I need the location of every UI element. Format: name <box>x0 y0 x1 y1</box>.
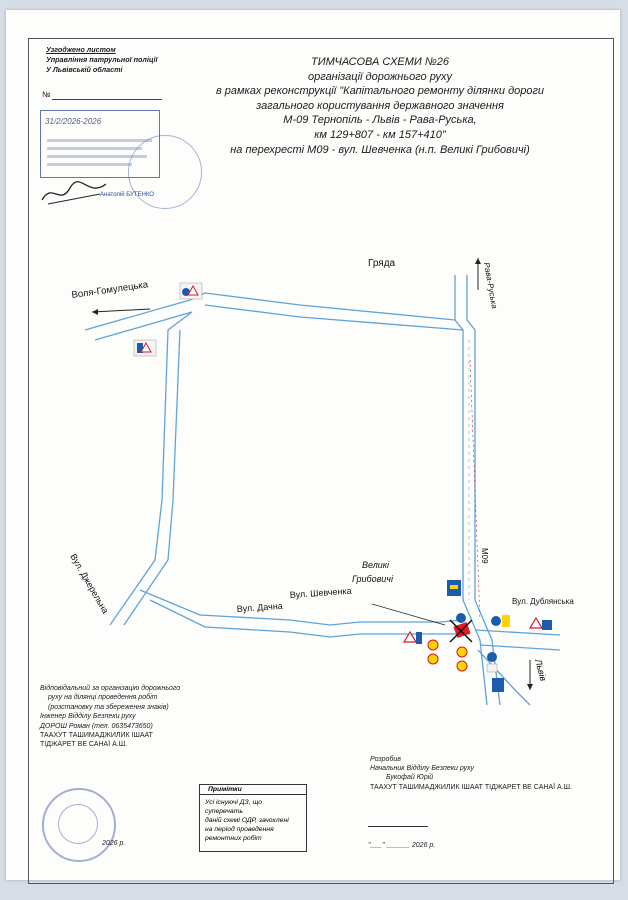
responsible-line: ТІДЖАРЕТ ВЕ САНАЇ А.Ш. <box>40 741 128 749</box>
responsible-line: (розстановку та збереження знаків) <box>48 703 169 711</box>
notes-header: Примітки <box>200 785 306 795</box>
sign-cluster-icon <box>447 580 461 596</box>
title-line: М-09 Тернопіль - Львів - Рава-Руська, <box>283 114 477 127</box>
developer-line: Начальник Відділу Безпеки руху <box>370 765 475 773</box>
developer-date: "___" ______ 2026 р. <box>368 842 436 849</box>
responsible-line: Відповідальний за організацію дорожнього <box>40 685 181 692</box>
sign-cluster-icon <box>134 340 156 356</box>
approval-number: № <box>42 90 51 99</box>
developer-block <box>370 755 572 792</box>
notes-line: даній схемі ОДР, зачохлені <box>205 817 289 824</box>
responsible-line: ТААХУТ ТАШИМАДЖИЛИК ІШААТ <box>40 732 153 740</box>
label-rava: Рава-Руська <box>482 261 499 310</box>
responsible-line: ДОРОШ Роман (тел. 0635473650) <box>40 722 153 730</box>
title-line: ТИМЧАСОВА СХЕМИ №26 <box>311 56 449 68</box>
developer-line: ТААХУТ ТАШИМАДЖИЛИК ІШААТ ТІДЖАРЕТ ВЕ САНАЇ А.Ш. <box>370 783 572 791</box>
title-line: км 129+807 - км 157+410" <box>314 128 446 141</box>
arrow-head-icon <box>92 309 98 315</box>
title-line: загального користування державного значення <box>256 99 504 112</box>
title-line: на перехресті М09 - вул. Шевченка (н.п. Великі Грибовичі) <box>230 143 530 156</box>
title-line: організації дорожнього руху <box>308 70 452 83</box>
approval-line: У Львівській області <box>46 65 123 74</box>
label-volia: Воля-Гомулецька <box>70 279 149 301</box>
volia-arrow <box>92 309 150 312</box>
arrow-head-icon <box>475 258 481 264</box>
sign-cluster-icon <box>457 647 467 671</box>
label-dublianska: Вул. Дублянська <box>512 597 574 606</box>
sign-cluster-icon <box>530 618 552 630</box>
road-outlines <box>85 275 560 705</box>
responsible-line: Інженер Відділу Безпеки руху <box>40 713 136 721</box>
label-dzherelna: Вул. Джерельна <box>68 552 111 616</box>
responsible-block <box>40 684 180 750</box>
label-lviv: Львів <box>533 657 549 683</box>
sign-cluster-icon <box>491 615 510 627</box>
title-line: в рамках реконструкції "Капітального ремонту ділянки дороги <box>215 85 545 98</box>
label-dachna: Вул. Дачна <box>236 600 284 614</box>
label-m09: М09 <box>480 548 489 564</box>
developer-line: Розробив <box>370 756 401 763</box>
label-gryada: Гряда <box>368 258 396 269</box>
notes-line: ремонтних робіт <box>205 835 262 842</box>
stamp-signer: Анатолій БУТЕНКО <box>100 192 154 198</box>
notes-box <box>199 784 307 852</box>
label-velyki: Грибовичі <box>352 574 393 584</box>
sign-cluster-icon <box>456 613 466 623</box>
approval-line: Узгоджено листом <box>46 45 116 54</box>
stamp-handwriting: 31/2/2026-2026 <box>45 117 102 126</box>
sign-cluster-icon <box>428 640 438 664</box>
notes-line: Усі існуючі ДЗ, що суперечать <box>205 799 263 815</box>
responsible-line: руху на ділянці проведення робіт <box>48 694 158 702</box>
sign-cluster-icon <box>180 283 202 299</box>
notes-line: на період проведення <box>205 826 274 833</box>
label-shevchenka: Вул. Шевченка <box>289 585 352 600</box>
label-velyki: Великі <box>362 560 390 570</box>
sign-cluster-icon <box>492 678 504 692</box>
approval-line: Управління патрульної поліції <box>46 55 158 64</box>
arrow-head-icon <box>527 684 533 690</box>
signature-line <box>368 826 428 827</box>
developer-line: Букофай Юрій <box>386 774 434 782</box>
company-stamp <box>42 788 116 862</box>
stamp-date: 2026 р. <box>102 840 126 847</box>
